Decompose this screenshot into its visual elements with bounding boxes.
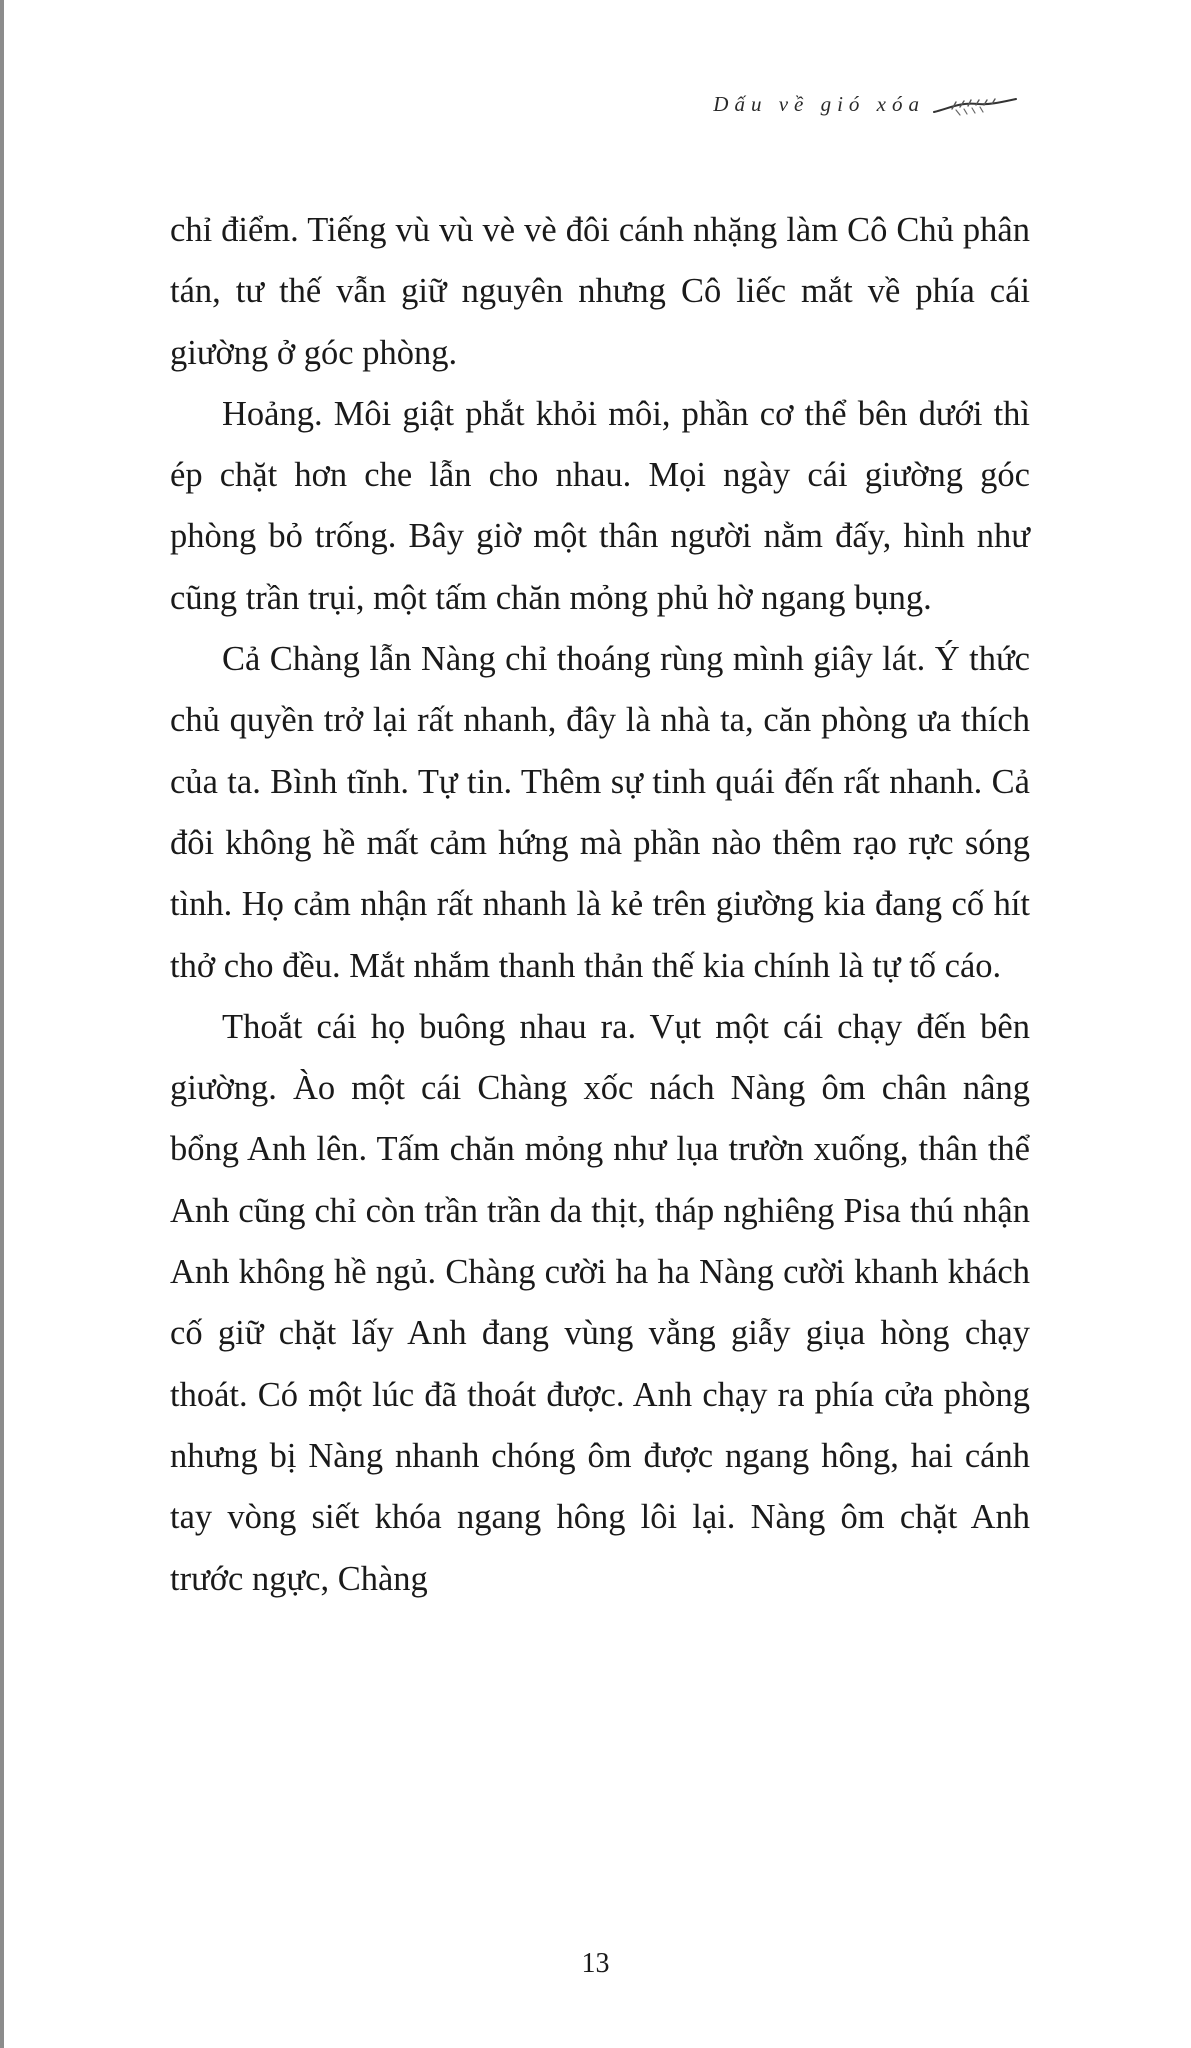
running-header-title: Dấu về gió xóa xyxy=(713,92,925,116)
feather-flourish-icon xyxy=(930,96,1020,118)
running-header xyxy=(700,92,1030,132)
page-edge-shadow xyxy=(0,0,4,2048)
body-text xyxy=(170,200,1030,1610)
paragraph: Hoảng. Môi giật phắt khỏi môi, phần cơ thể bên dưới thì ép chặt hơn che lẫn cho nhau. Mọi ngày cái giường góc phòng bỏ trống. Bây giờ một thân người nằm đấy, hình như cũng trần trụi, một tấm chăn mỏng phủ hờ ngang bụng. xyxy=(170,394,1030,617)
paragraph: chỉ điểm. Tiếng vù vù vè vè đôi cánh nhặng làm Cô Chủ phân tán, tư thế vẫn giữ nguyên nhưng Cô liếc mắt về phía cái giường ở góc phòng. xyxy=(170,211,1030,372)
page-number: 13 xyxy=(581,1948,610,1979)
paragraph: Thoắt cái họ buông nhau ra. Vụt một cái chạy đến bên giường. Ào một cái Chàng xốc nách Nàng ôm chân nâng bổng Anh lên. Tấm chăn mỏng như lụa trườn xuống, thân thể Anh cũng chỉ còn trần trần da thịt, tháp nghiêng Pisa thú nhận Anh không hề ngủ. Chàng cười ha ha Nàng cười khanh khách cố giữ chặt lấy Anh đang vùng vằng giẫy giụa hòng chạy thoát. Có một lúc đã thoát được. Anh chạy ra phía cửa phòng nhưng bị Nàng nhanh chóng ôm được ngang hông, hai cánh tay vòng siết khóa ngang hông lôi lại. Nàng ôm chặt Anh trước ngực, Chàng xyxy=(170,1007,1030,1598)
paragraph: Cả Chàng lẫn Nàng chỉ thoáng rùng mình giây lát. Ý thức chủ quyền trở lại rất nhanh, đây là nhà ta, căn phòng ưa thích của ta. Bình tĩnh. Tự tin. Thêm sự tinh quái đến rất nhanh. Cả đôi không hề mất cảm hứng mà phần nào thêm rạo rực sóng tình. Họ cảm nhận rất nhanh là kẻ trên giường kia đang cố hít thở cho đều. Mắt nhắm thanh thản thế kia chính là tự tố cáo. xyxy=(170,640,1030,985)
